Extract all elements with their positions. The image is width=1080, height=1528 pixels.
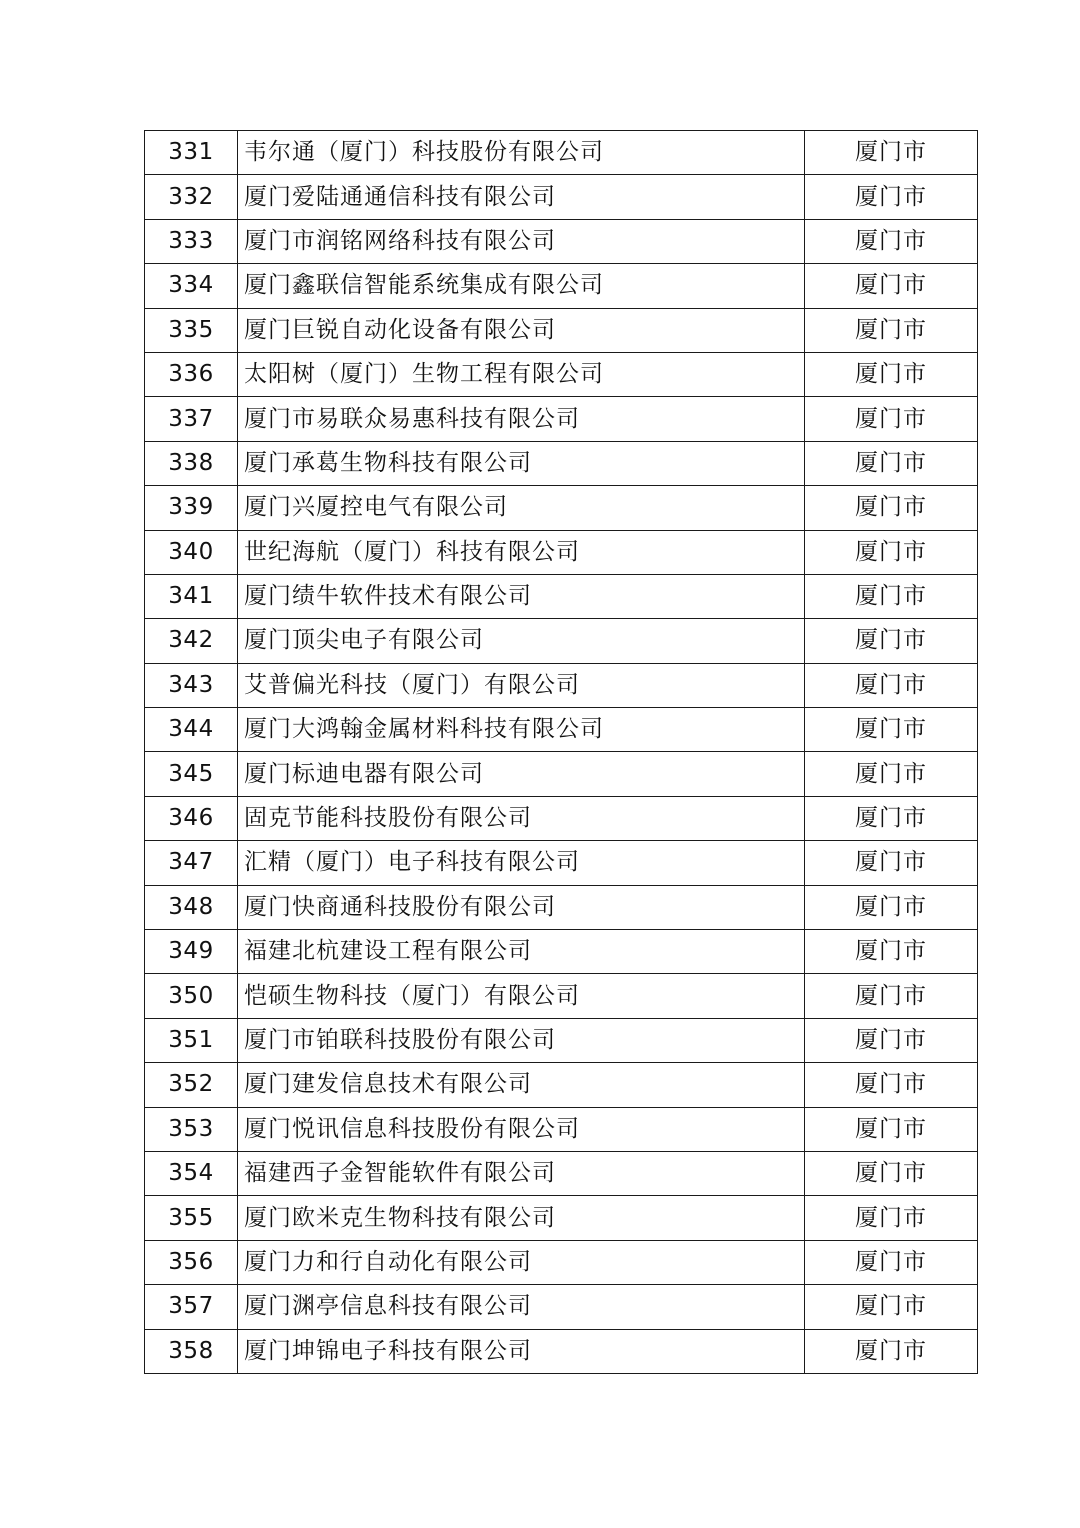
city-cell: 厦门市 — [805, 1018, 978, 1062]
table-row — [145, 264, 978, 308]
table-row — [145, 619, 978, 663]
company-name-cell: 世纪海航（厦门）科技有限公司 — [238, 530, 805, 574]
row-number-cell: 356 — [145, 1240, 238, 1284]
row-number-cell: 340 — [145, 530, 238, 574]
company-name-cell: 福建北杭建设工程有限公司 — [238, 930, 805, 974]
table-row — [145, 1285, 978, 1329]
row-number-cell: 332 — [145, 175, 238, 219]
company-name-cell: 厦门兴厦控电气有限公司 — [238, 486, 805, 530]
row-number-cell: 343 — [145, 663, 238, 707]
table-row — [145, 219, 978, 263]
row-number-cell: 335 — [145, 308, 238, 352]
row-number-cell: 357 — [145, 1285, 238, 1329]
table-row — [145, 530, 978, 574]
company-list-table — [144, 130, 978, 1374]
row-number-cell: 333 — [145, 219, 238, 263]
row-number-cell: 342 — [145, 619, 238, 663]
city-cell: 厦门市 — [805, 619, 978, 663]
table-row — [145, 486, 978, 530]
company-name-cell: 厦门巨锐自动化设备有限公司 — [238, 308, 805, 352]
city-cell: 厦门市 — [805, 796, 978, 840]
company-name-cell: 厦门渊亭信息科技有限公司 — [238, 1285, 805, 1329]
table-row — [145, 1151, 978, 1195]
company-name-cell: 厦门大鸿翰金属材料科技有限公司 — [238, 708, 805, 752]
row-number-cell: 354 — [145, 1151, 238, 1195]
city-cell: 厦门市 — [805, 574, 978, 618]
company-name-cell: 厦门快商通科技股份有限公司 — [238, 885, 805, 929]
company-name-cell: 厦门悦讯信息科技股份有限公司 — [238, 1107, 805, 1151]
row-number-cell: 339 — [145, 486, 238, 530]
table-row — [145, 1063, 978, 1107]
company-name-cell: 福建西子金智能软件有限公司 — [238, 1151, 805, 1195]
city-cell: 厦门市 — [805, 441, 978, 485]
company-name-cell: 厦门顶尖电子有限公司 — [238, 619, 805, 663]
city-cell: 厦门市 — [805, 264, 978, 308]
city-cell: 厦门市 — [805, 486, 978, 530]
company-name-cell: 厦门力和行自动化有限公司 — [238, 1240, 805, 1284]
row-number-cell: 345 — [145, 752, 238, 796]
row-number-cell: 351 — [145, 1018, 238, 1062]
city-cell: 厦门市 — [805, 530, 978, 574]
city-cell: 厦门市 — [805, 352, 978, 396]
row-number-cell: 349 — [145, 930, 238, 974]
company-name-cell: 厦门爱陆通通信科技有限公司 — [238, 175, 805, 219]
city-cell: 厦门市 — [805, 1063, 978, 1107]
row-number-cell: 355 — [145, 1196, 238, 1240]
table-row — [145, 974, 978, 1018]
row-number-cell: 352 — [145, 1063, 238, 1107]
row-number-cell: 346 — [145, 796, 238, 840]
table-row — [145, 752, 978, 796]
company-name-cell: 厦门建发信息技术有限公司 — [238, 1063, 805, 1107]
city-cell: 厦门市 — [805, 1285, 978, 1329]
row-number-cell: 350 — [145, 974, 238, 1018]
city-cell: 厦门市 — [805, 663, 978, 707]
company-name-cell: 厦门市易联众易惠科技有限公司 — [238, 397, 805, 441]
city-cell: 厦门市 — [805, 1196, 978, 1240]
row-number-cell: 344 — [145, 708, 238, 752]
city-cell: 厦门市 — [805, 1329, 978, 1373]
table-row — [145, 308, 978, 352]
city-cell: 厦门市 — [805, 1151, 978, 1195]
row-number-cell: 353 — [145, 1107, 238, 1151]
city-cell: 厦门市 — [805, 1240, 978, 1284]
row-number-cell: 337 — [145, 397, 238, 441]
table-row — [145, 397, 978, 441]
company-name-cell: 厦门绩牛软件技术有限公司 — [238, 574, 805, 618]
city-cell: 厦门市 — [805, 131, 978, 175]
table-row — [145, 574, 978, 618]
table-row — [145, 175, 978, 219]
company-name-cell: 固克节能科技股份有限公司 — [238, 796, 805, 840]
row-number-cell: 336 — [145, 352, 238, 396]
city-cell: 厦门市 — [805, 397, 978, 441]
company-name-cell: 厦门欧米克生物科技有限公司 — [238, 1196, 805, 1240]
row-number-cell: 338 — [145, 441, 238, 485]
table-row — [145, 352, 978, 396]
table-row — [145, 796, 978, 840]
row-number-cell: 348 — [145, 885, 238, 929]
table-body — [145, 131, 978, 1374]
city-cell: 厦门市 — [805, 841, 978, 885]
city-cell: 厦门市 — [805, 219, 978, 263]
company-name-cell: 韦尔通（厦门）科技股份有限公司 — [238, 131, 805, 175]
row-number-cell: 334 — [145, 264, 238, 308]
city-cell: 厦门市 — [805, 974, 978, 1018]
city-cell: 厦门市 — [805, 885, 978, 929]
company-name-cell: 汇精（厦门）电子科技有限公司 — [238, 841, 805, 885]
row-number-cell: 358 — [145, 1329, 238, 1373]
city-cell: 厦门市 — [805, 308, 978, 352]
company-name-cell: 厦门市润铭网络科技有限公司 — [238, 219, 805, 263]
row-number-cell: 341 — [145, 574, 238, 618]
table-row — [145, 1240, 978, 1284]
row-number-cell: 331 — [145, 131, 238, 175]
table-row — [145, 1196, 978, 1240]
city-cell: 厦门市 — [805, 930, 978, 974]
table-row — [145, 131, 978, 175]
table-row — [145, 1018, 978, 1062]
city-cell: 厦门市 — [805, 708, 978, 752]
row-number-cell: 347 — [145, 841, 238, 885]
city-cell: 厦门市 — [805, 752, 978, 796]
company-name-cell: 厦门坤锦电子科技有限公司 — [238, 1329, 805, 1373]
table-row — [145, 1329, 978, 1373]
table-row — [145, 708, 978, 752]
table-row — [145, 1107, 978, 1151]
company-name-cell: 厦门标迪电器有限公司 — [238, 752, 805, 796]
company-name-cell: 厦门鑫联信智能系统集成有限公司 — [238, 264, 805, 308]
company-name-cell: 恺硕生物科技（厦门）有限公司 — [238, 974, 805, 1018]
company-name-cell: 太阳树（厦门）生物工程有限公司 — [238, 352, 805, 396]
table-row — [145, 885, 978, 929]
city-cell: 厦门市 — [805, 175, 978, 219]
table-row — [145, 441, 978, 485]
company-name-cell: 厦门市铂联科技股份有限公司 — [238, 1018, 805, 1062]
city-cell: 厦门市 — [805, 1107, 978, 1151]
table-row — [145, 841, 978, 885]
table-row — [145, 930, 978, 974]
company-name-cell: 艾普偏光科技（厦门）有限公司 — [238, 663, 805, 707]
table-row — [145, 663, 978, 707]
company-name-cell: 厦门承葛生物科技有限公司 — [238, 441, 805, 485]
